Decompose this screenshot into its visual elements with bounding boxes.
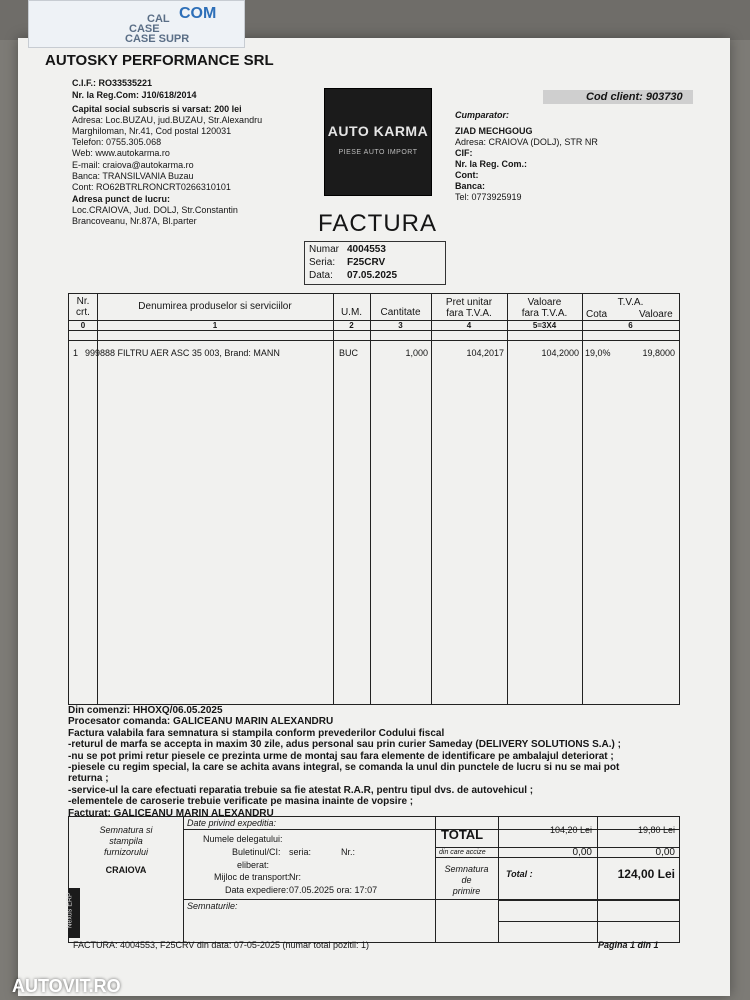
client-cif: CIF: — [455, 148, 473, 158]
row-divider — [498, 900, 679, 901]
grand-total: 124,00 Lei — [617, 867, 675, 881]
items-table — [68, 293, 680, 705]
col-divider — [333, 294, 334, 704]
total-without-vat: 104,20 Lei — [549, 825, 592, 835]
transport-number: Nr: — [289, 872, 301, 882]
invoice-paper — [18, 38, 730, 996]
note-invoiced-by: Facturat: GALICEANU MARIN ALEXANDRU — [68, 807, 274, 819]
invoice-series: F25CRV — [347, 257, 386, 268]
client-phone: Tel: 0773925919 — [455, 192, 522, 202]
col-divider — [597, 817, 598, 942]
document-title: FACTURA — [318, 210, 438, 237]
shipping-date: 07.05.2025 ora: 17:07 — [289, 885, 378, 895]
row-divider — [498, 921, 679, 922]
slip-text-1: COM — [179, 5, 217, 22]
delegate-name: Numele delegatului: — [203, 834, 283, 844]
index-2: 2 — [349, 321, 354, 330]
note-line: -service-ul la care efectuati reparatia trebuie sa fie atestat R.A.R, pentru tipul dvs. de autovehicul ; — [68, 784, 534, 796]
id-card: Buletinul/CI: — [232, 847, 281, 857]
header-pret-2: fara T.V.A. — [446, 308, 492, 319]
index-5: 5=3X4 — [532, 321, 557, 330]
company-workpoint-2: Brancoveanu, Nr.87A, Bl.parter — [72, 216, 197, 226]
client-reg: Nr. la Reg. Com.: — [455, 159, 528, 169]
slip-text-3: CASE — [129, 23, 160, 35]
excise-label: din care accize — [439, 849, 486, 856]
note-line: -piesele cu regim special, la care se achita avans integral, se comanda la unul din punctele de lucru si nu se mai pot — [68, 762, 620, 774]
grand-total-label: Total : — [506, 869, 533, 879]
row-cantitate: 1,000 — [405, 348, 428, 358]
issued-by: eliberat: — [237, 860, 270, 870]
erp-label: Nexus ERP — [66, 892, 74, 929]
header-pret-1: Pret unitar — [445, 297, 493, 308]
index-1: 1 — [212, 321, 218, 330]
invoice-number: 4004553 — [347, 244, 386, 255]
id-number: Nr.: — [341, 847, 356, 857]
header-um: U.M. — [340, 307, 363, 318]
shipping-title: Date privind expeditia: — [187, 818, 277, 828]
invoice-series-label: Seria: — [309, 257, 336, 268]
client-label: Cumparator: — [455, 110, 510, 120]
shipping-date-label: Data expediere: — [225, 885, 289, 895]
slip-text-2: CAL — [147, 13, 170, 25]
index-6: 6 — [628, 321, 633, 330]
client-account: Cont: — [455, 170, 479, 180]
note-line: Factura valabila fara semnatura si stampila conform prevederilor Codului fiscal — [68, 727, 445, 739]
receipt-sign-1: Semnatura — [444, 864, 489, 874]
header-nr: Nr. — [76, 296, 90, 307]
client-address: Adresa: CRAIOVA (DOLJ), STR NR — [455, 137, 598, 147]
note-orders: Din comenzi: HHOXQ/06.05.2025 — [68, 705, 223, 716]
supplier-sign-2: stampila — [109, 836, 143, 846]
row-cota: 19,0% — [585, 348, 611, 358]
totals-box — [68, 816, 680, 943]
company-workpoint-label: Adresa punct de lucru: — [72, 194, 171, 204]
company-workpoint-1: Loc.CRAIOVA, Jud. DOLJ, Str.Constantin — [72, 205, 238, 215]
client-code: Cod client: 903730 — [586, 91, 683, 103]
note-processor: Procesator comanda: GALICEANU MARIN ALEXANDRU — [68, 716, 334, 728]
id-series: seria: — [289, 847, 312, 857]
footer-page: Pagina 1 din 1 — [598, 940, 659, 950]
company-account: Cont: RO62BTRLRONCRT0266310101 — [72, 182, 231, 192]
row-nr: 1 — [73, 348, 79, 358]
company-bank: Banca: TRANSILVANIA Buzau — [72, 171, 194, 181]
company-web: Web: www.autokarma.ro — [72, 148, 170, 158]
client-name: ZIAD MECHGOUG — [455, 126, 533, 136]
note-line: -nu se pot primi retur piesele ce prezinta urme de montaj sau fara elemente de identificare pe ambalajul deteriorat ; — [68, 750, 614, 762]
supplier-sign-3: furnizorului — [103, 847, 149, 857]
header-valoare-tva: Valoare — [639, 309, 673, 320]
row-denumire: 999888 FILTRU AER ASC 35 003, Brand: MANN — [85, 348, 280, 358]
erp-label-strip — [68, 888, 80, 938]
index-0: 0 — [80, 321, 86, 330]
invoice-date: 07.05.2025 — [347, 270, 398, 281]
index-3: 3 — [398, 321, 403, 330]
supplier-city: CRAIOVA — [105, 865, 147, 875]
total-vat: 19,80 Lei — [637, 825, 675, 835]
row-pret: 104,2017 — [466, 348, 504, 358]
footer-invoice-info: FACTURA: 4004553, F25CRV din data: 07-05-2025 (numar total pozitii: 1) — [73, 940, 369, 950]
note-line: -elementele de caroserie trebuie verificate pe masina inainte de vopsire ; — [68, 796, 414, 808]
client-bank: Banca: — [455, 181, 486, 191]
note-line: returna ; — [68, 773, 109, 785]
invoice-number-box — [304, 241, 446, 285]
company-cif: C.I.F.: RO33535221 — [72, 78, 153, 88]
company-capital: Capital social subscris si varsat: 200 lei — [72, 104, 242, 114]
header-valoare-1: Valoare — [527, 297, 562, 308]
logo-title: AUTO KARMA — [327, 123, 429, 139]
col-divider — [183, 817, 184, 942]
company-address-1: Adresa: Loc.BUZAU, jud.BUZAU, Str.Alexandru — [72, 115, 263, 125]
note-line: -returul de marfa se accepta in maxim 30 zile, adus personal sau prin curier Sameday (DELIVERY SOLUTIONS S.A.) ; — [68, 739, 621, 751]
company-name: AUTOSKY PERFORMANCE SRL — [45, 52, 274, 69]
total-label: TOTAL — [441, 827, 484, 842]
invoice-date-label: Data: — [309, 270, 333, 281]
header-cota: Cota — [586, 309, 608, 320]
receipt-sign-3: primire — [452, 886, 481, 896]
excise-value-1: 0,00 — [572, 847, 592, 858]
col-divider — [582, 294, 583, 704]
row-divider — [69, 340, 679, 341]
index-4: 4 — [466, 321, 472, 330]
company-email: E-mail: craiova@autokarma.ro — [72, 160, 194, 170]
company-phone: Telefon: 0755.305.068 — [72, 137, 162, 147]
header-cantitate: Cantitate — [380, 307, 421, 318]
row-valoare: 104,2000 — [541, 348, 579, 358]
header-valoare-2: fara T.V.A. — [521, 308, 568, 319]
row-divider — [69, 330, 679, 331]
invoice-number-label: Numar — [309, 244, 340, 255]
row-um: BUC — [339, 348, 359, 358]
top-paper-slip — [28, 0, 245, 48]
slip-text-4: CASE SUPR — [125, 33, 190, 45]
signatures-label: Semnaturile: — [187, 901, 238, 911]
invoice-notes — [68, 705, 621, 819]
transport-means: Mijloc de transport: — [214, 872, 291, 882]
autovit-watermark: AUTOVIT.RO — [12, 976, 121, 996]
supplier-sign-1: Semnatura si — [99, 825, 153, 835]
receipt-sign-2: de — [461, 875, 472, 885]
col-divider — [498, 817, 499, 942]
excise-value-2: 0,00 — [655, 847, 675, 858]
header-denumire: Denumirea produselor si serviciilor — [138, 301, 292, 312]
company-reg: Nr. la Reg.Com: J10/618/2014 — [72, 90, 197, 100]
header-tva: T.V.A. — [617, 297, 644, 308]
company-address-2: Marghiloman, Nr.41, Cod postal 120031 — [72, 126, 232, 136]
row-tva: 19,8000 — [642, 348, 675, 358]
auto-karma-logo — [324, 88, 432, 196]
logo-subtitle: PIESE AUTO IMPORT — [338, 149, 418, 156]
header-crt: crt. — [76, 307, 90, 318]
